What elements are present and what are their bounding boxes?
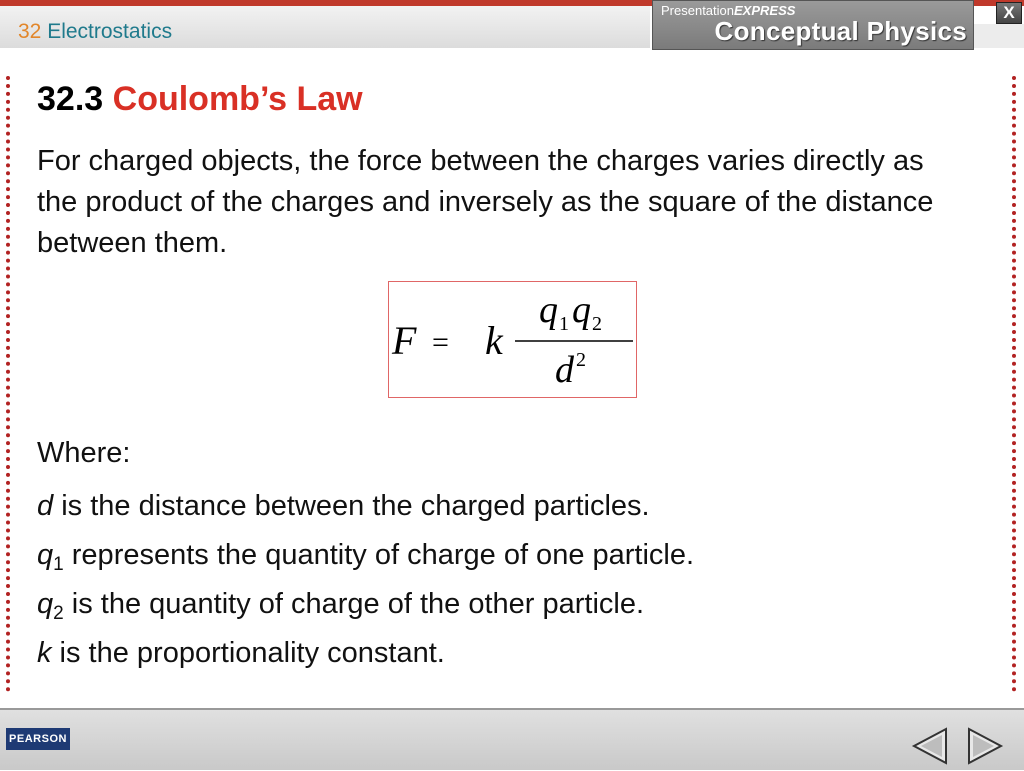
brand-logo — [652, 0, 974, 50]
brand-subtitle: PresentationEXPRESS — [661, 3, 796, 18]
where-label: Where: — [37, 437, 131, 469]
definition-q2 — [37, 582, 694, 631]
definition-list — [37, 484, 694, 680]
definition-text: is the distance between the charged particles. — [53, 490, 650, 522]
pearson-logo: PEARSON — [6, 728, 70, 750]
close-button[interactable]: X — [996, 2, 1022, 24]
formula-constant: k — [485, 318, 503, 363]
left-dotted-border — [6, 76, 16, 692]
chapter-label — [18, 20, 172, 44]
definition-subscript: 2 — [53, 603, 64, 624]
formula-equals: = — [432, 326, 449, 359]
definition-text: represents the quantity of charge of one particle. — [63, 539, 695, 571]
formula-q1: q — [539, 289, 558, 331]
definition-symbol: q — [37, 539, 54, 571]
brand-title: Conceptual Physics — [714, 16, 967, 46]
next-slide-button[interactable] — [965, 726, 1005, 766]
definition-symbol: q — [37, 588, 54, 620]
formula-q2: q — [572, 289, 591, 331]
definition-q1 — [37, 533, 694, 582]
formula-distance-exp: 2 — [576, 349, 586, 371]
chapter-number: 32 — [18, 20, 42, 43]
coulomb-formula — [388, 281, 637, 398]
section-number: 32.3 — [37, 80, 104, 118]
chapter-title: Electrostatics — [47, 20, 173, 43]
definition-text: is the quantity of charge of the other particle. — [63, 588, 645, 620]
formula-distance: d — [555, 349, 574, 391]
formula-q2-sub: 2 — [592, 313, 602, 335]
top-bar — [0, 0, 1024, 56]
definition-constant — [37, 631, 694, 680]
slide-title — [37, 80, 363, 119]
formula-force: F — [392, 318, 417, 363]
formula-q1-sub: 1 — [559, 313, 569, 335]
definition-symbol: k — [37, 637, 52, 669]
intro-paragraph: For charged objects, the force between the charges varies directly as the product of the charges and inversely as the square of the distance between them. — [37, 145, 934, 259]
formula-graphic — [389, 282, 636, 397]
definition-text: is the proportionality constant. — [51, 637, 445, 669]
left-triangle-arrow-icon — [910, 726, 950, 766]
right-triangle-arrow-icon — [965, 726, 1005, 766]
definition-subscript: 1 — [53, 554, 64, 575]
right-dotted-border — [1012, 76, 1022, 692]
section-title: Coulomb’s Law — [112, 80, 363, 118]
previous-slide-button[interactable] — [910, 726, 950, 766]
top-bar-right-fill — [974, 24, 1024, 48]
bottom-bar — [0, 708, 1024, 770]
definition-symbol: d — [37, 490, 54, 522]
definition-distance — [37, 484, 694, 533]
